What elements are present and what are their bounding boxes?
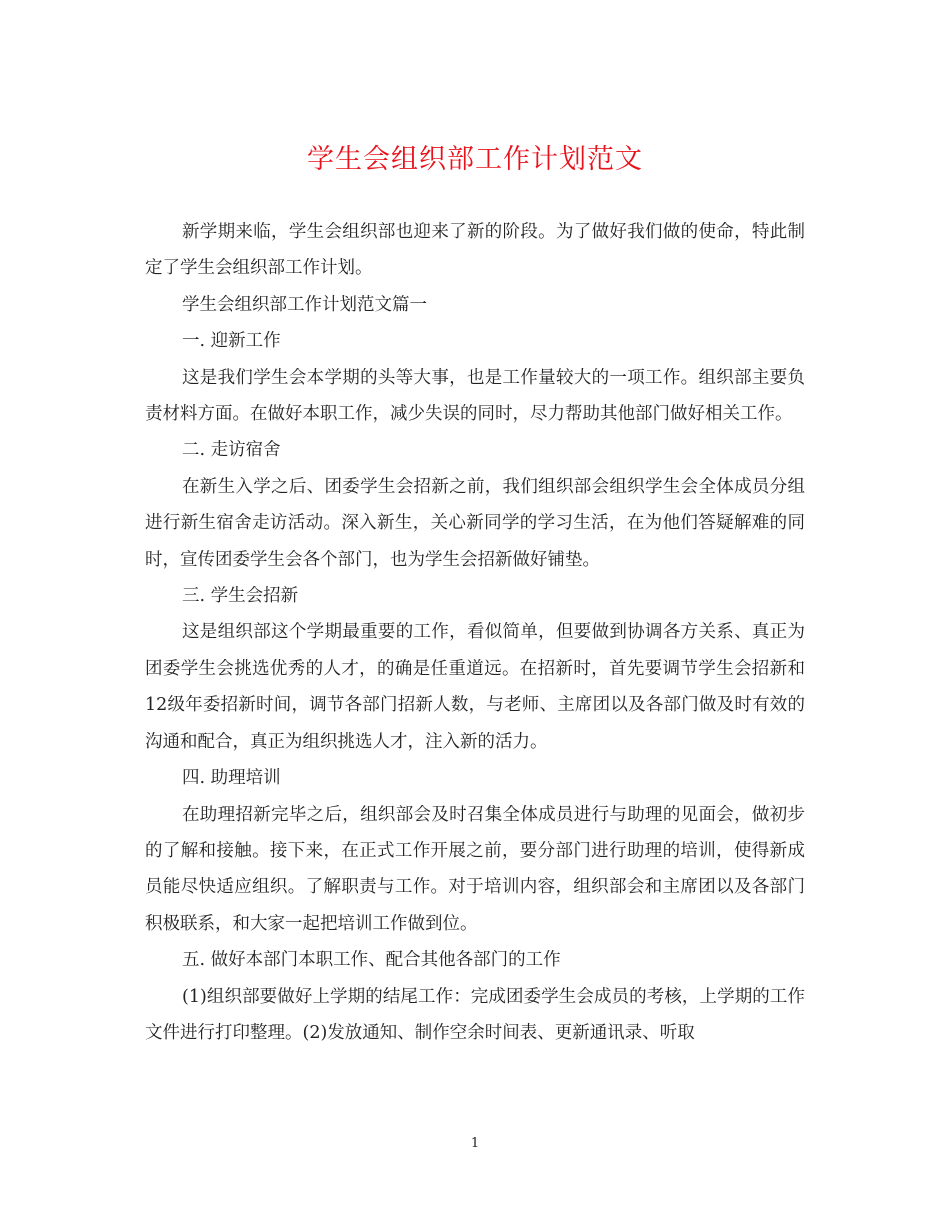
subheading-department-work: 五. 做好本部门本职工作、配合其他各部门的工作	[182, 950, 561, 971]
document-title: 学生会组织部工作计划范文	[307, 144, 643, 175]
subheading-recruitment: 三. 学生会招新	[182, 586, 299, 607]
body-paragraph: 在新生入学之后、团委学生会招新之前，我们组织部会组织学生会全体成员分组进行新生宿舍走访活动。深入新生，关心新同学的学习生活，在为他们答疑解难的同时，宣传团委学生会各个部门，也为学生会招新做好铺垫。	[145, 476, 805, 570]
section-heading: 学生会组织部工作计划范文篇一	[182, 294, 427, 315]
subheading-welcome: 一. 迎新工作	[182, 331, 281, 352]
body-paragraph: 在助理招新完毕之后，组织部会及时召集全体成员进行与助理的见面会，做初步的了解和接触。接下来，在正式工作开展之前，要分部门进行助理的培训，使得新成员能尽快适应组织。了解职责与工作。对于培训内容，组织部会和主席团以及各部门积极联系，和大家一起把培训工作做到位。	[145, 804, 805, 934]
body-paragraph: (1)组织部要做好上学期的结尾工作：完成团委学生会成员的考核，上学期的工作文件进行打印整理。(2)发放通知、制作空余时间表、更新通讯录、听取	[145, 986, 805, 1043]
intro-paragraph: 新学期来临，学生会组织部也迎来了新的阶段。为了做好我们做的使命，特此制定了学生会组织部工作计划。	[145, 222, 805, 279]
page-number: 1	[470, 1136, 480, 1151]
body-paragraph: 这是我们学生会本学期的头等大事，也是工作量较大的一项工作。组织部主要负责材料方面。在做好本职工作，减少失误的同时，尽力帮助其他部门做好相关工作。	[145, 367, 805, 425]
document-body	[145, 214, 805, 1051]
subheading-assistant-training: 四. 助理培训	[182, 768, 281, 789]
subheading-dorm-visit: 二. 走访宿舍	[182, 440, 281, 461]
body-paragraph: 这是组织部这个学期最重要的工作，看似简单，但要做到协调各方关系、真正为团委学生会挑选优秀的人才，的确是任重道远。在招新时，首先要调节学生会招新和12级年委招新时间，调节各部门招新人数，与老师、主席团以及各部门做及时有效的沟通和配合，真正为组织挑选人才，注入新的活力。	[145, 622, 805, 752]
